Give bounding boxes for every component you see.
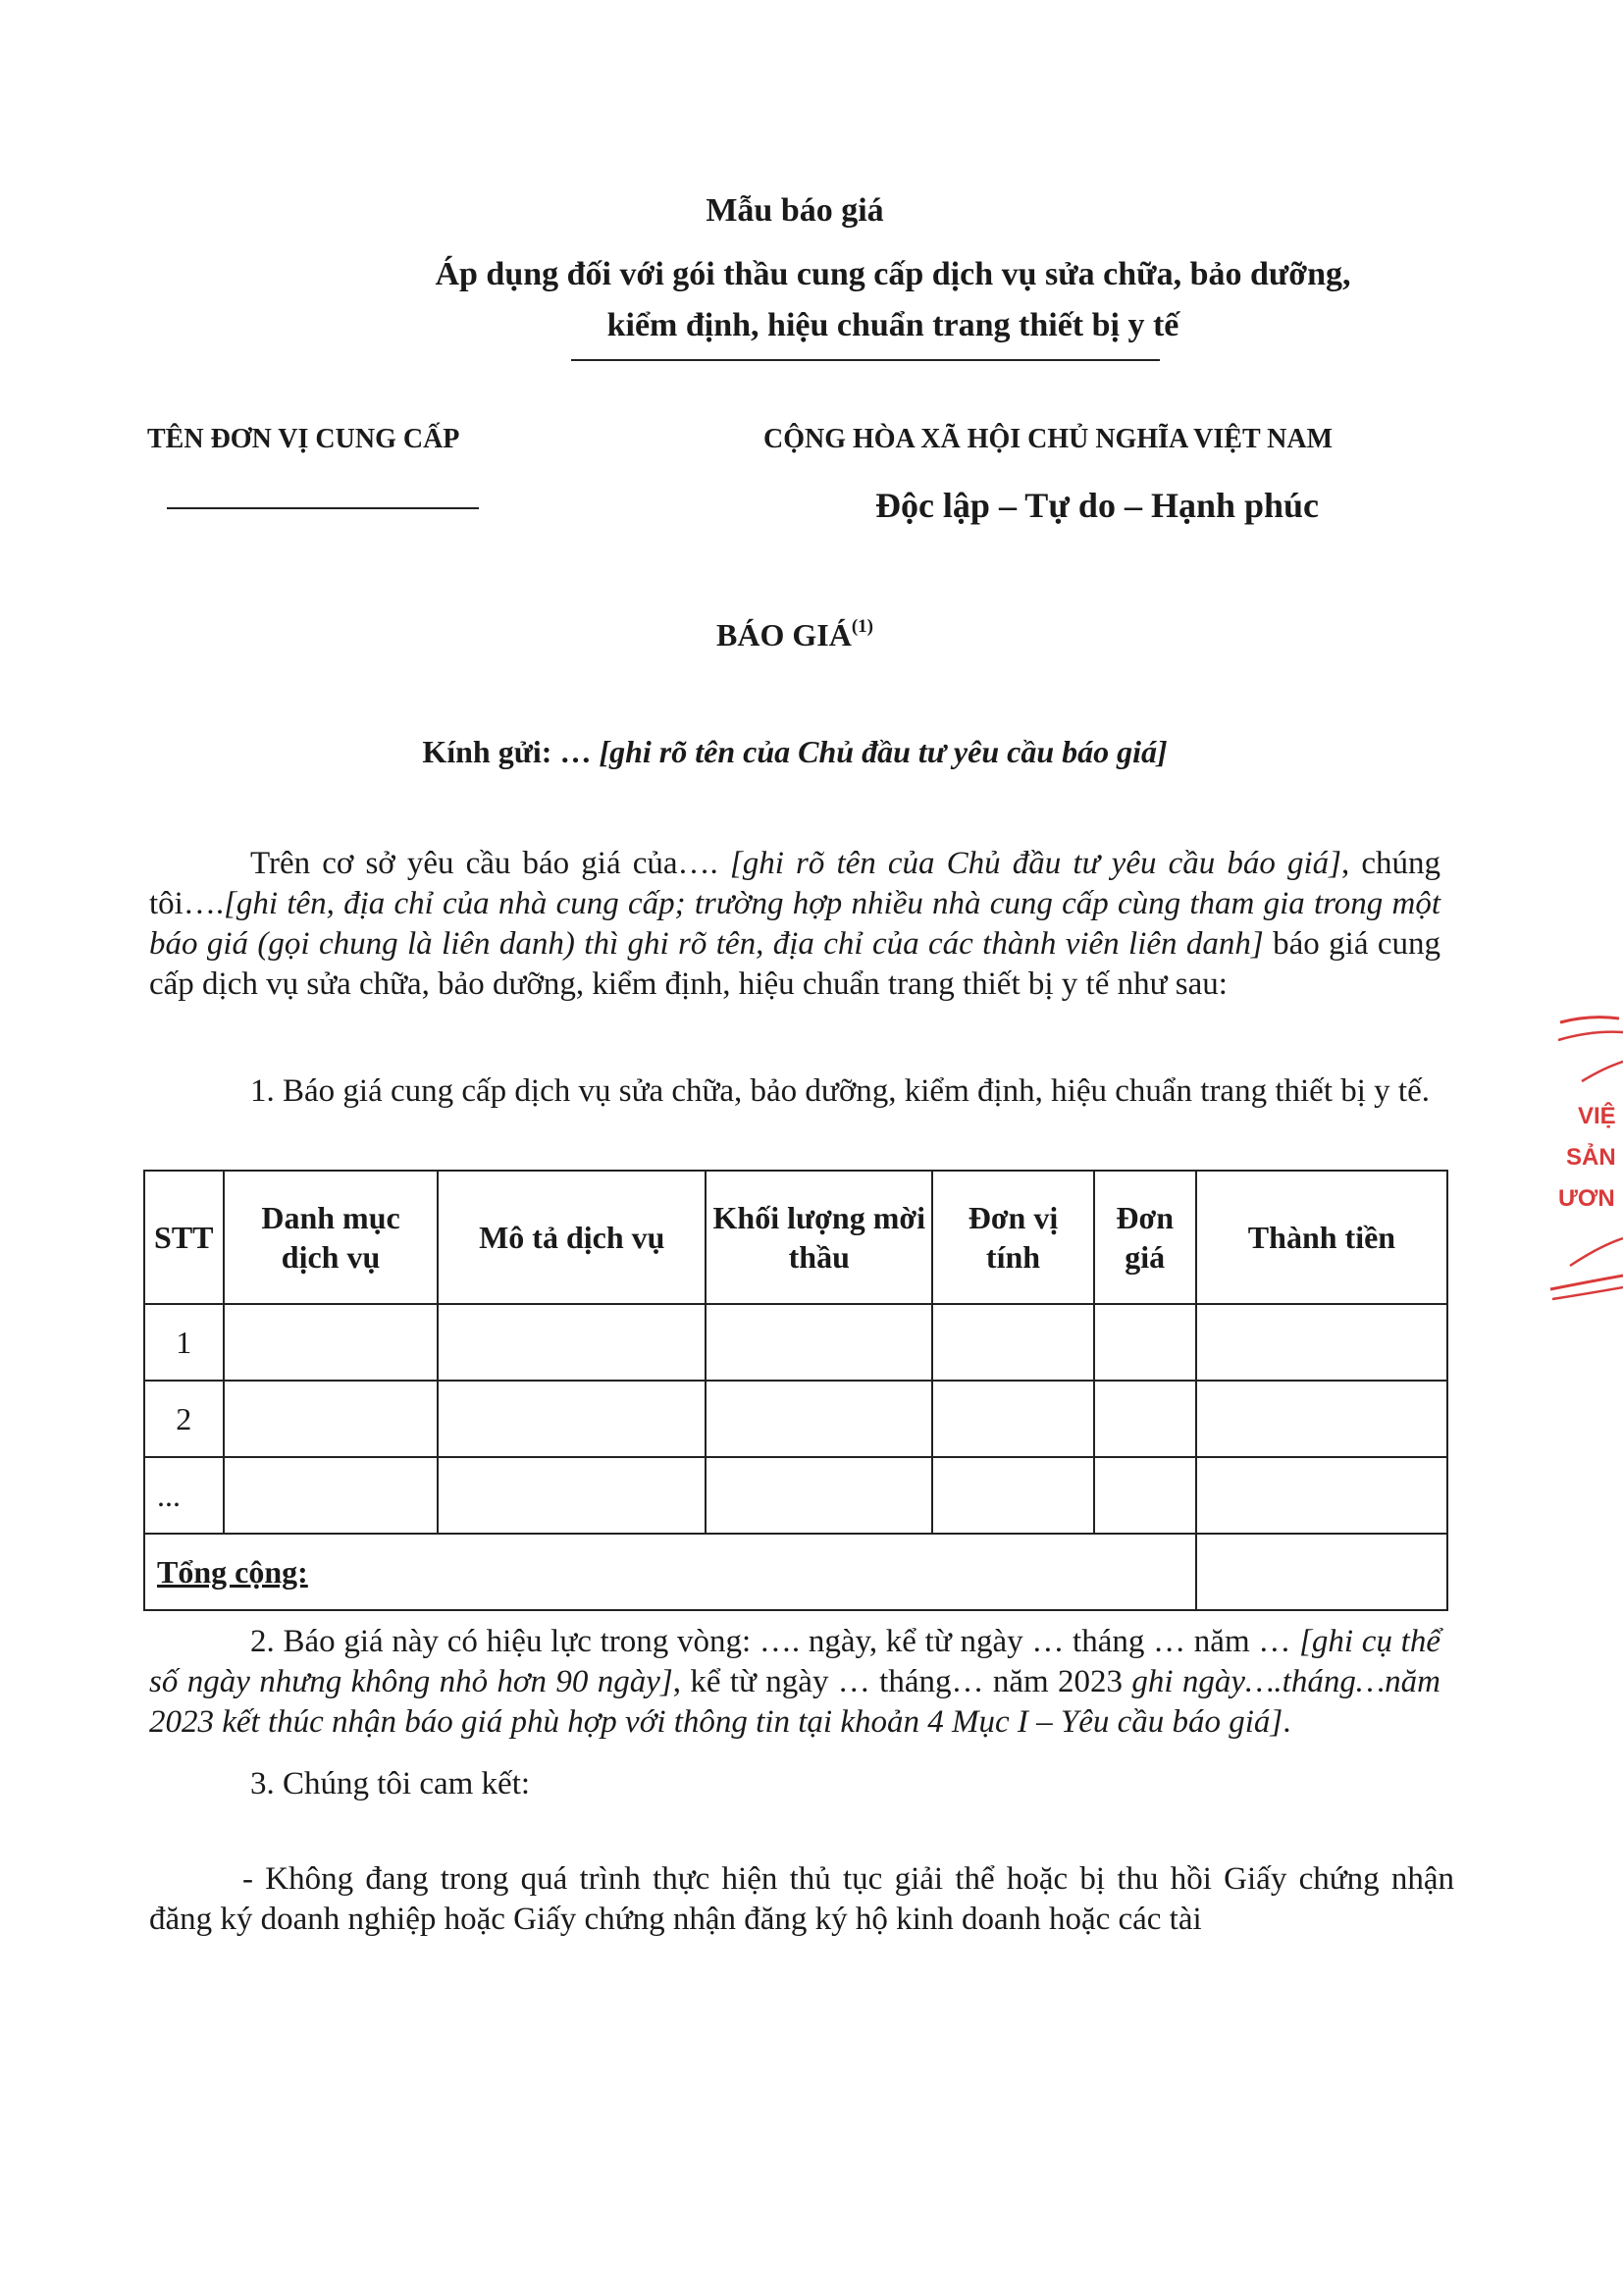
cell-category — [224, 1381, 439, 1457]
title-underline — [571, 359, 1160, 361]
row-stt: 2 — [144, 1381, 224, 1457]
table-row — [144, 1381, 1447, 1457]
commitment-bullet-1: - Không đang trong quá trình thực hiện thủ tục giải thể hoặc bị thu hồi Giấy chứng nhận đăng ký doanh nghiệp hoặc Giấy chứng nhận đăng ký hộ kinh doanh hoặc các tài — [149, 1861, 1454, 1937]
cell-unit — [932, 1381, 1093, 1457]
cell-description — [438, 1457, 706, 1534]
row-stt: ... — [144, 1457, 224, 1534]
cell-amount — [1196, 1457, 1447, 1534]
item-3: 3. Chúng tôi cam kết: — [250, 1766, 531, 1801]
item2-text-3: . — [1283, 1704, 1291, 1740]
item2-placeholder-1: [ghi cụ thể số ngày nhưng không nhỏ hơn 90 ngày] — [149, 1624, 1440, 1699]
intro-paragraph — [149, 844, 1440, 1005]
form-title: Mẫu báo giá — [706, 192, 884, 229]
intro-placeholder-2: [ghi tên, địa chỉ của nhà cung cấp; trường hợp nhiều nhà cung cấp cùng tham gia trong một báo giá (gọi chung là liên danh) thì ghi rõ tên, địa chỉ của các thành viên liên danh] — [149, 886, 1440, 962]
provider-name-line — [167, 507, 479, 509]
cell-description — [438, 1304, 706, 1381]
greeting — [0, 734, 1590, 770]
col-header-stt: STT — [144, 1171, 224, 1304]
cell-price — [1094, 1457, 1196, 1534]
intro-text-2: , chúng tôi…. — [149, 846, 1440, 921]
cell-price — [1094, 1381, 1196, 1457]
col-header-description: Mô tả dịch vụ — [438, 1171, 706, 1304]
document-title-footnote: (1) — [851, 616, 873, 637]
cell-unit — [932, 1304, 1093, 1381]
cell-amount — [1196, 1381, 1447, 1457]
cell-quantity — [706, 1457, 932, 1534]
cell-quantity — [706, 1304, 932, 1381]
table-total-row — [144, 1534, 1447, 1610]
document-title-text: BÁO GIÁ — [716, 617, 852, 652]
cell-category — [224, 1457, 439, 1534]
col-header-category: Danh mục dịch vụ — [224, 1171, 439, 1304]
document-title — [0, 616, 1590, 653]
intro-placeholder-1: [ghi rõ tên của Chủ đầu tư yêu cầu báo giá] — [729, 846, 1341, 881]
cell-quantity — [706, 1381, 932, 1457]
greeting-dots: … — [551, 734, 600, 769]
cell-price — [1094, 1304, 1196, 1381]
cell-unit — [932, 1457, 1093, 1534]
cell-amount — [1196, 1304, 1447, 1381]
quotation-table — [143, 1170, 1448, 1611]
item2-text-2: , kể từ ngày … tháng… năm 2023 — [672, 1664, 1132, 1699]
subtitle-line-2: kiểm định, hiệu chuẩn trang thiết bị y tế — [606, 307, 1179, 343]
seal-text-1: VIỆ — [1578, 1103, 1616, 1129]
item-1: 1. Báo giá cung cấp dịch vụ sửa chữa, bảo dưỡng, kiểm định, hiệu chuẩn trang thiết bị y tế. — [250, 1073, 1430, 1109]
intro-text-1: Trên cơ sở yêu cầu báo giá của…. — [250, 846, 730, 881]
col-header-unit: Đơn vị tính — [932, 1171, 1093, 1304]
cell-description — [438, 1381, 706, 1457]
intro-text-3: báo giá cung cấp dịch vụ sửa chữa, bảo dưỡng, kiểm định, hiệu chuẩn trang thiết bị y tế như sau: — [149, 926, 1440, 1002]
total-label: Tổng cộng: — [144, 1534, 1196, 1610]
item2-text-1: 2. Báo giá này có hiệu lực trong vòng: …. ngày, kể từ ngày … tháng … năm … — [250, 1624, 1300, 1659]
red-seal-stamp — [1531, 1011, 1623, 1305]
provider-name-label: TÊN ĐƠN VỊ CUNG CẤP — [147, 424, 460, 454]
item-2 — [149, 1622, 1440, 1743]
total-amount-cell — [1196, 1534, 1447, 1610]
table-row — [144, 1457, 1447, 1534]
table-header-row — [144, 1171, 1447, 1304]
greeting-label: Kính gửi: — [422, 734, 552, 769]
col-header-amount: Thành tiền — [1196, 1171, 1447, 1304]
greeting-placeholder: [ghi rõ tên của Chủ đầu tư yêu cầu báo giá] — [599, 734, 1168, 769]
col-header-quantity: Khối lượng mời thầu — [706, 1171, 932, 1304]
row-stt: 1 — [144, 1304, 224, 1381]
col-header-price: Đơn giá — [1094, 1171, 1196, 1304]
seal-text-3: ƯƠN — [1558, 1185, 1615, 1212]
national-title: CỘNG HÒA XÃ HỘI CHỦ NGHĨA VIỆT NAM — [762, 424, 1334, 454]
table-row — [144, 1304, 1447, 1381]
cell-category — [224, 1304, 439, 1381]
national-motto: Độc lập – Tự do – Hạnh phúc — [874, 486, 1320, 525]
item2-placeholder-2: ghi ngày….tháng…năm 2023 kết thúc nhận báo giá phù hợp với thông tin tại khoản 4 Mục I – Yêu cầu báo giá] — [149, 1664, 1441, 1740]
seal-text-2: SẢN — [1566, 1144, 1616, 1171]
subtitle-line-1: Áp dụng đối với gói thầu cung cấp dịch vụ sửa chữa, bảo dưỡng, — [435, 256, 1351, 292]
